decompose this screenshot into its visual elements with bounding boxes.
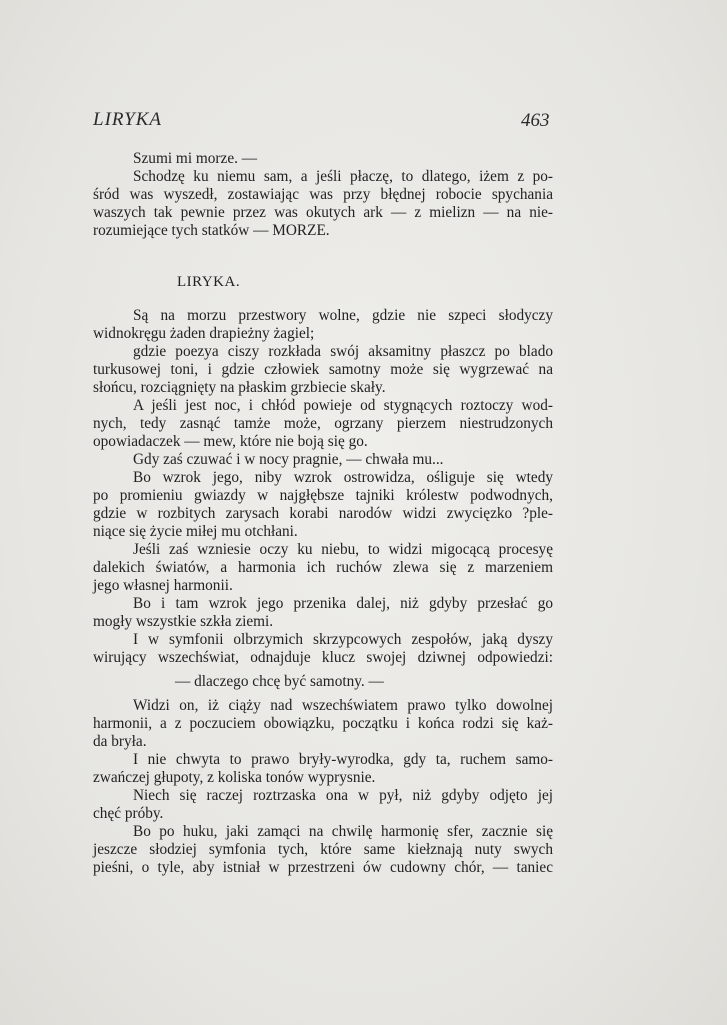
- text-line: Widzi on, iż ciąży nad wszechświatem prawo tylko dowolnej: [133, 697, 553, 714]
- text-line: wirujący wszechświat, odnajduje klucz swojej dziwnej odpowiedzi:: [93, 649, 553, 666]
- text-line: Bo po huku, jaki zamąci na chwilę harmonię sfer, zacznie się: [133, 823, 553, 840]
- text-line: gdzie poezya ciszy rozkłada swój aksamitny płaszcz po blado: [133, 343, 553, 360]
- text-line: A jeśli jest noc, i chłód powieje od stygnących roztoczy wod-: [133, 397, 553, 414]
- text-line: jeszcze słodziej symfonia tych, które same kiełznają nuty swych: [93, 841, 553, 858]
- page-number: 463: [521, 110, 550, 131]
- text-line: mogły wszystkie szkła ziemi.: [93, 613, 274, 630]
- text-line: da bryła.: [93, 733, 147, 750]
- text-line: Bo wzrok jego, niby wzrok ostrowidza, ośliguje się wtedy: [133, 469, 553, 486]
- running-title: LIRYKA: [93, 109, 163, 130]
- text-line: widnokręgu żaden drapieżny żagiel;: [93, 325, 315, 342]
- text-line: Szumi mi morze. —: [133, 150, 258, 167]
- text-line: chęć próby.: [93, 805, 164, 822]
- text-line: zwańczej głupoty, z koliska tonów wyprysnie.: [93, 769, 376, 786]
- text-line: rozumiejące tych statków — MORZE.: [93, 222, 330, 239]
- text-line: pieśni, o tyle, aby istniał w przestrzeni ów cudowny chór, — taniec: [93, 859, 553, 876]
- text-line: po promieniu gwiazdy w najgłębsze tajniki królestw podwodnych,: [93, 487, 553, 504]
- text-line: — dlaczego chcę być samotny. —: [175, 673, 384, 690]
- text-line: Gdy zaś czuwać i w nocy pragnie, — chwała mu...: [133, 451, 444, 468]
- text-line: gdzie w rozbitych zarysach korabi narodów widzi zwycięzko ?ple-: [93, 505, 553, 522]
- text-line: Schodzę ku niemu sam, a jeśli płaczę, to dlatego, iżem z po-: [133, 168, 553, 185]
- text-line: I nie chwyta to prawo bryły-wyrodka, gdy ta, ruchem samo-: [133, 751, 553, 768]
- text-line: słońcu, rozciągnięty na płaskim grzbiecie skały.: [93, 379, 386, 396]
- text-line: Niech się raczej roztrzaska ona w pył, niż gdyby odjęto jej: [133, 787, 553, 804]
- text-line: opowiadaczek — mew, które nie boją się go.: [93, 433, 368, 450]
- text-line: śród was wyszedł, zostawiając was przy błędnej robocie spychania: [93, 186, 553, 203]
- text-line: jego własnej harmonii.: [93, 577, 233, 594]
- text-line: nych, tedy zasnąć tamże może, ogrzany pierzem niestrudzonych: [93, 415, 553, 432]
- text-line: harmonii, a z poczuciem obowiązku, początku i końca rodzi się każ-: [93, 715, 553, 732]
- text-line: niące się życie miłej mu otchłani.: [93, 523, 298, 540]
- text-line: I w symfonii olbrzymich skrzypcowych zespołów, jaką dyszy: [133, 631, 553, 648]
- text-line: Bo i tam wzrok jego przenika dalej, niż gdyby przesłać go: [133, 595, 553, 612]
- text-line: Są na morzu przestwory wolne, gdzie nie szpeci słodyczy: [133, 307, 553, 324]
- text-line: turkusowej toni, i gdzie człowiek samotny może się wygrzewać na: [93, 361, 553, 378]
- text-line: Jeśli zaś wzniesie oczy ku niebu, to widzi migocącą procesyę: [133, 541, 553, 558]
- text-line: waszych tak pewnie przez was okutych ark — z mielizn — na nie-: [93, 204, 553, 221]
- section-title: LIRYKA.: [177, 274, 241, 290]
- text-line: dalekich światów, a harmonia ich ruchów zlewa się z marzeniem: [93, 559, 553, 576]
